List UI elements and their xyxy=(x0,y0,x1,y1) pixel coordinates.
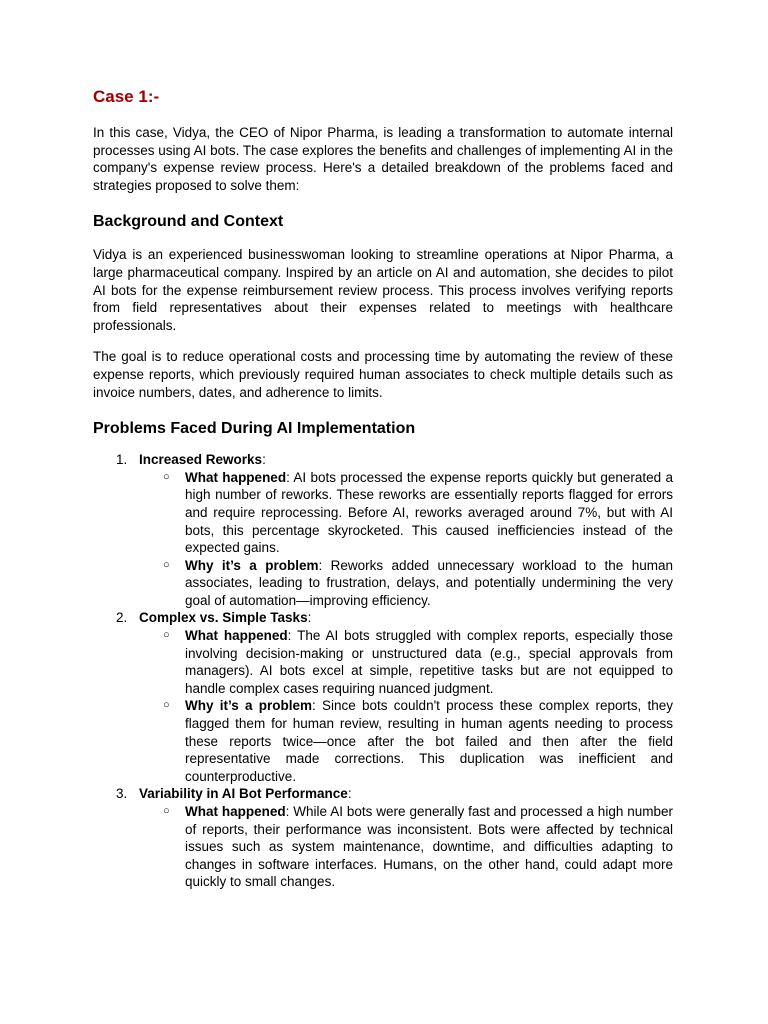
problem-number: 3. xyxy=(116,786,128,802)
hollow-circle-bullet-icon: ○ xyxy=(163,699,170,712)
problem-point xyxy=(139,627,673,697)
intro-paragraph: In this case, Vidya, the CEO of Nipor Pharma, is leading a transformation to automate internal processes using AI bots. The case explores the benefits and challenges of implementing AI in the company's expense review process. Here's a detailed breakdown of the problems faced and strategies proposed to solve them: xyxy=(93,125,673,193)
problem-item xyxy=(93,785,673,891)
hollow-circle-bullet-icon: ○ xyxy=(163,470,170,483)
hollow-circle-bullet-icon: ○ xyxy=(163,629,170,642)
point-text: : The AI bots struggled with complex reports, especially those involving decision-making or unstructured data (e.g., special approvals from managers). AI bots excel at simple, repetitive tasks but are not equipped to handle complex cases requiring nuanced judgment. xyxy=(185,628,673,696)
problem-point xyxy=(139,803,673,891)
problem-title-suffix: : xyxy=(262,452,266,468)
hollow-circle-bullet-icon: ○ xyxy=(163,558,170,571)
problem-points xyxy=(139,469,673,610)
problem-number: 2. xyxy=(116,610,128,626)
problem-heading xyxy=(139,609,673,627)
problems-heading: Problems Faced During AI Implementation xyxy=(93,420,416,438)
problem-title-suffix: : xyxy=(307,610,312,626)
problem-heading xyxy=(139,785,673,803)
problems-list xyxy=(93,451,673,891)
point-label: What happened xyxy=(185,628,288,644)
problem-point xyxy=(139,697,673,785)
problem-point xyxy=(139,469,673,557)
background-heading: Background and Context xyxy=(93,213,284,231)
background-paragraph-2: The goal is to reduce operational costs and processing time by automating the review of these expense reports, which previously required human associates to check multiple details such as invoice numbers, dates, and adherence to limits. xyxy=(93,349,673,400)
background-paragraph-1: Vidya is an experienced businesswoman looking to streamline operations at Nipor Pharma, a large pharmaceutical company. Inspired by an article on AI and automation, she decides to pilot AI bots for the expense reimbursement review process. This process involves verifying reports from field representatives about their expenses related to meetings with healthcare professionals. xyxy=(93,247,673,333)
document-page xyxy=(93,86,673,891)
problem-item xyxy=(93,451,673,609)
problem-points xyxy=(139,627,673,785)
problem-title-suffix: : xyxy=(347,786,352,802)
point-text: : Reworks added unnecessary workload to the human associates, leading to frustration, delays, and potentially undermining the very goal of automation—improving efficiency. xyxy=(185,557,673,608)
problem-number: 1. xyxy=(116,452,128,468)
problem-title: Increased Reworks xyxy=(139,452,263,468)
hollow-circle-bullet-icon: ○ xyxy=(163,805,170,817)
point-label: What happened xyxy=(185,804,286,819)
point-label: Why it’s a problem xyxy=(185,698,313,714)
problem-title: Complex vs. Simple Tasks xyxy=(139,610,308,626)
problem-point xyxy=(139,557,673,610)
point-label: What happened xyxy=(185,469,287,485)
problem-title: Variability in AI Bot Performance xyxy=(139,786,348,802)
case-title: Case 1:- xyxy=(93,87,160,106)
problem-points xyxy=(139,803,673,891)
point-text: : While AI bots were generally fast and processed a high number of reports, their performance was inconsistent. Bots were affected by technical issues such as system maintenance, downtime, and difficulties adapting to changes in software interfaces. Humans, on the other hand, could adapt more quickly to small changes. xyxy=(185,804,674,890)
problem-heading xyxy=(139,451,673,469)
point-text: : AI bots processed the expense reports quickly but generated a high number of reworks. These reworks are essentially reports flagged for errors and require reprocessing. Before AI, reworks averaged around 7%, but with AI bots, this percentage skyrocketed. This caused inefficiencies instead of the expected gains. xyxy=(185,469,673,556)
problem-item xyxy=(93,609,673,785)
point-label: Why it’s a problem xyxy=(185,557,319,573)
point-text: : Since bots couldn't process these complex reports, they flagged them for human review, resulting in human agents needing to process these reports twice—once after the bot failed and then after the field representative made corrections. This duplication was inefficient and counterproductive. xyxy=(185,698,673,784)
